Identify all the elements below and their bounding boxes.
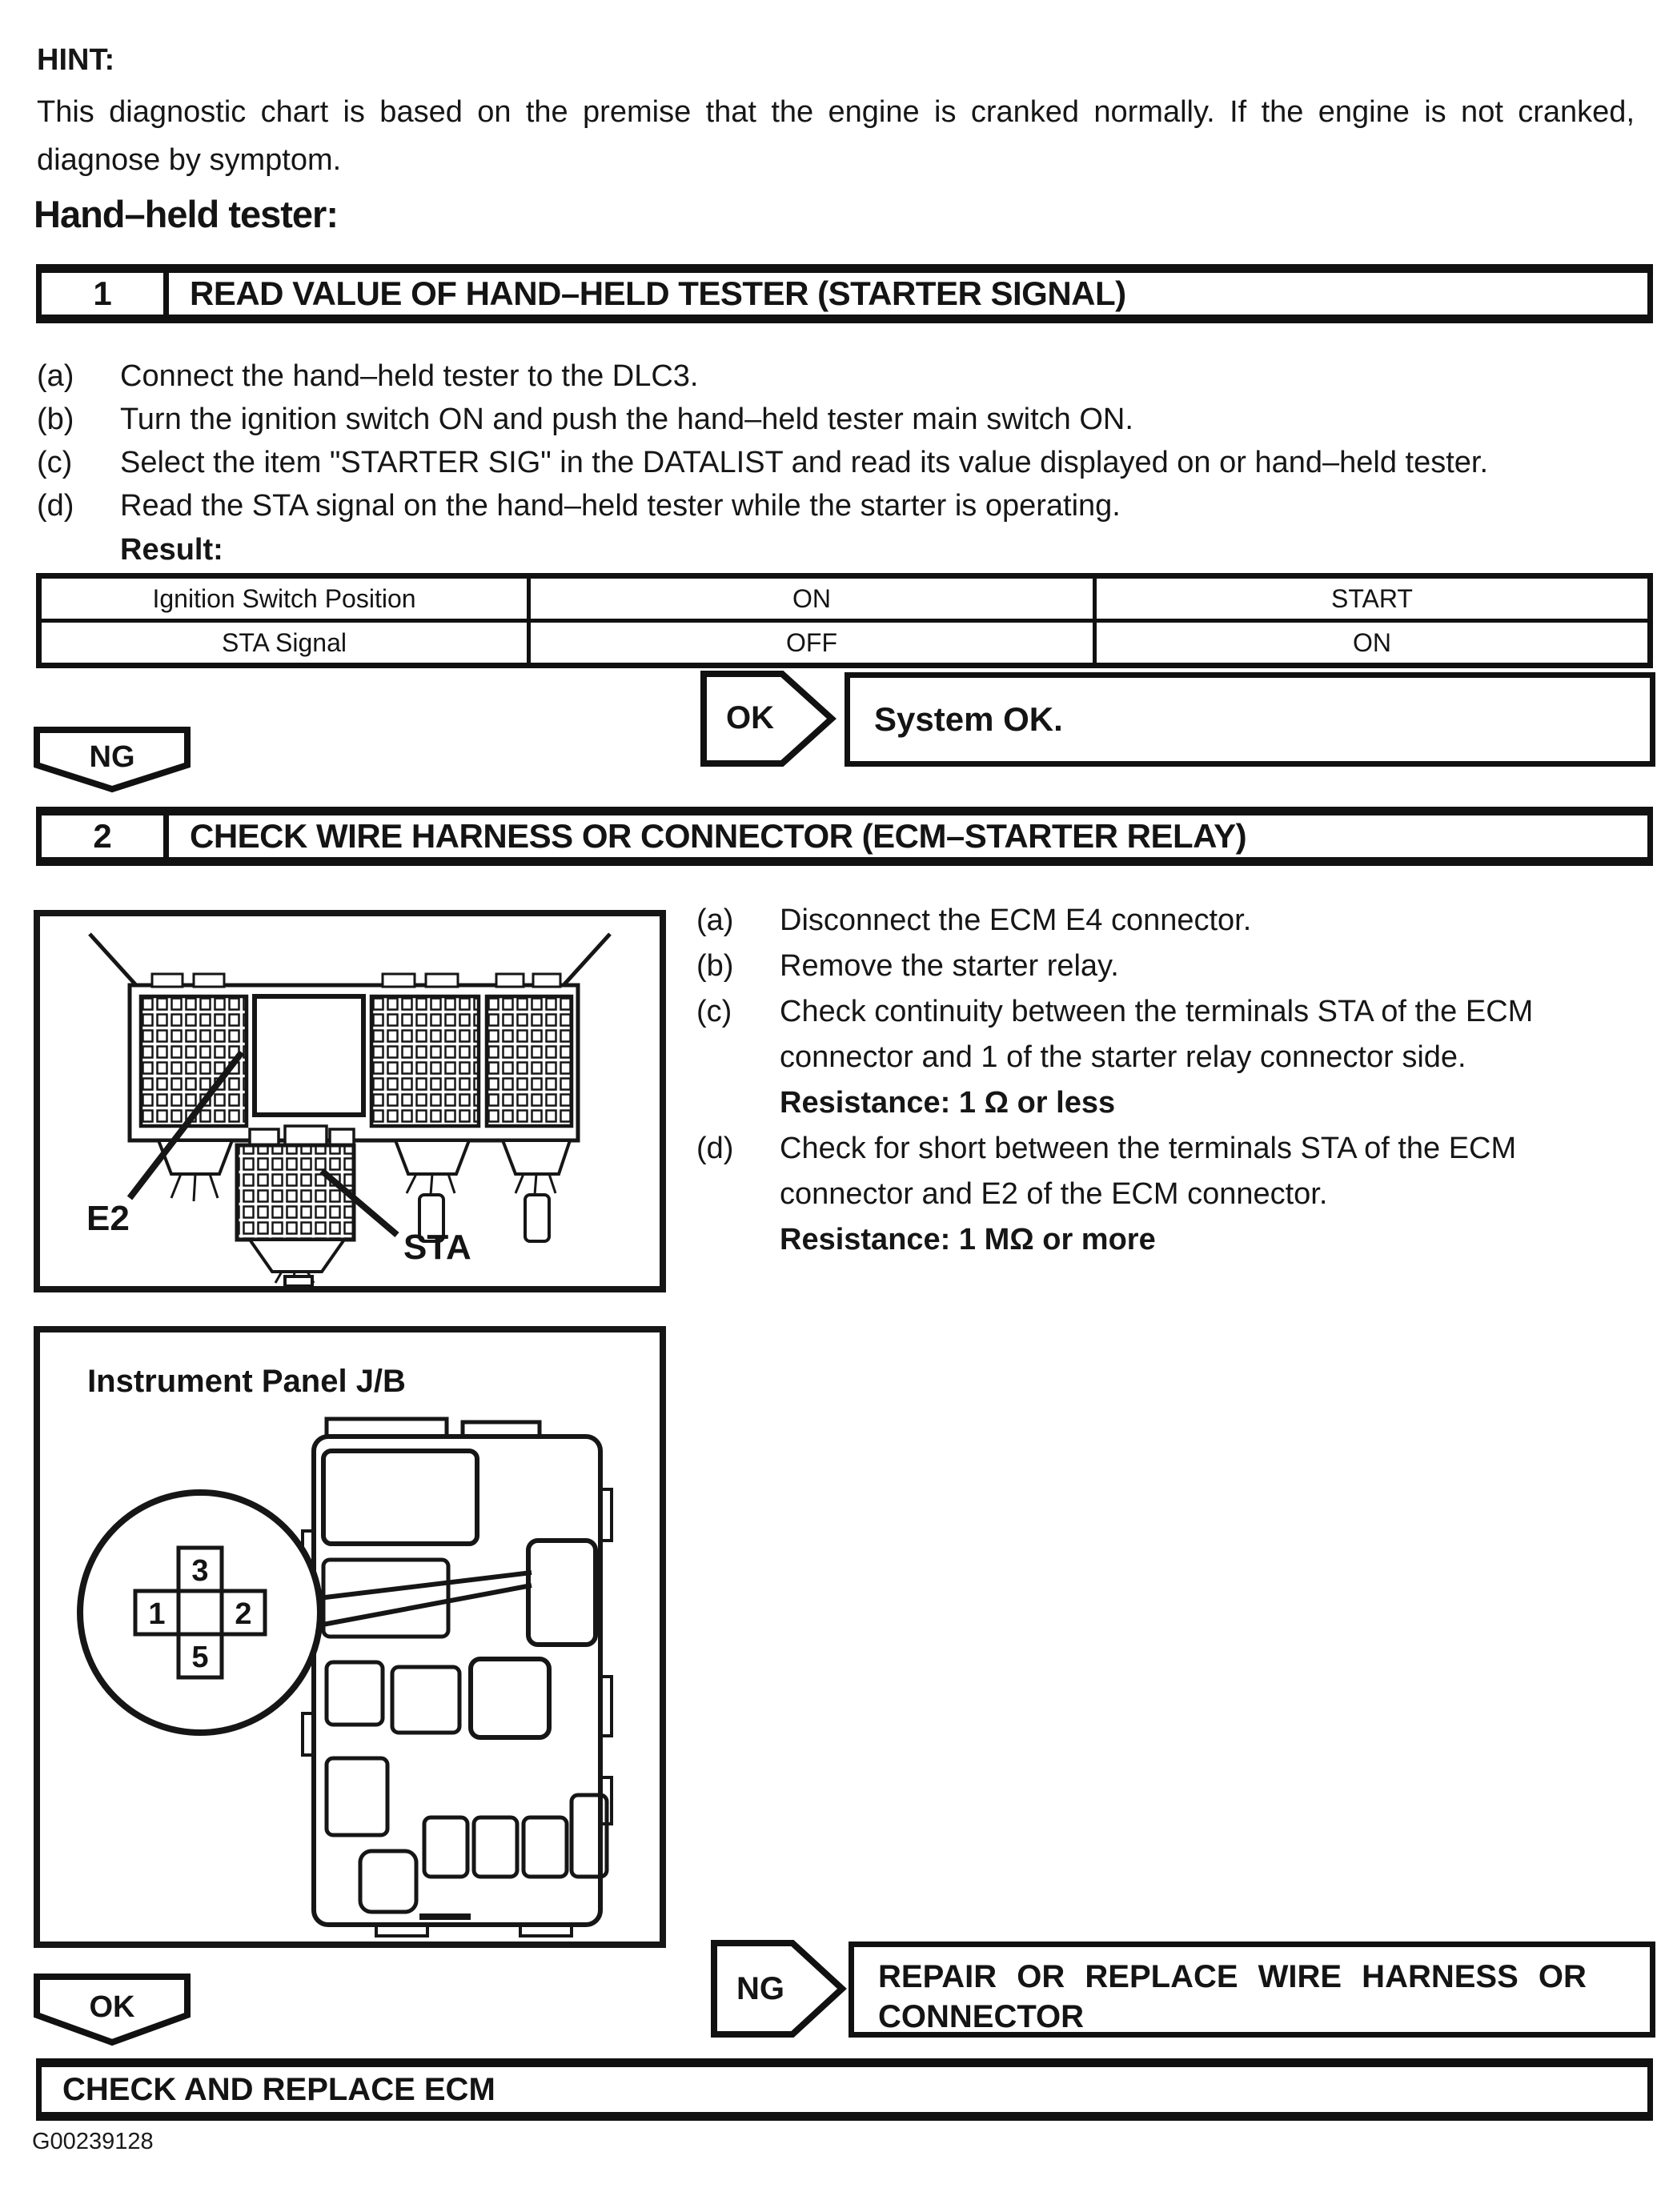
step1-number: 1 [42, 273, 169, 315]
ng-badge-label: NG [89, 740, 135, 774]
item-label: (a) [37, 359, 74, 393]
pin-3-label: 3 [191, 1554, 209, 1588]
figure2-title: Instrument Panel J/B [87, 1364, 406, 1399]
ok-arrow-icon [700, 671, 836, 767]
table-cell: STA Signal [39, 621, 529, 666]
item-label: (d) [696, 1132, 734, 1165]
ecm-connector-b [371, 974, 479, 1241]
system-ok-box [845, 672, 1655, 767]
ecm-connector-drawing [40, 916, 660, 1286]
ok-badge-icon [34, 1974, 191, 2049]
step2-items [696, 898, 1655, 1263]
step2-item-d [696, 1126, 1655, 1263]
final-action-bar [36, 2058, 1653, 2121]
table-cell: START [1095, 576, 1651, 621]
ecm-connector-e4 [237, 1126, 354, 1286]
step2-title: CHECK WIRE HARNESS OR CONNECTOR (ECM–STARTER RELAY) [190, 817, 1247, 855]
step1-item-c [37, 441, 1655, 484]
step2-number: 2 [42, 815, 169, 857]
step2-item-c [696, 989, 1655, 1126]
ecm-connector-c [487, 974, 572, 1241]
ecm-connector-figure [34, 910, 666, 1292]
step1-title: READ VALUE OF HAND–HELD TESTER (STARTER SIGNAL) [190, 274, 1126, 312]
table-row [39, 576, 1651, 621]
item-content [780, 989, 1655, 1126]
ng-badge-icon [34, 727, 191, 794]
final-action-text: CHECK AND REPLACE ECM [62, 2071, 495, 2107]
step1-item-a [37, 355, 1655, 398]
table-cell: ON [1095, 621, 1651, 666]
ng-arrow-icon [711, 1940, 847, 2038]
resistance-spec: Resistance: 1 Ω or less [780, 1086, 1116, 1120]
item-text: Select the item "STARTER SIG" in the DATALIST and read its value displayed on or hand–held tester. [120, 446, 1489, 479]
resistance-spec: Resistance: 1 MΩ or more [780, 1223, 1156, 1256]
item-label: (c) [37, 446, 73, 479]
step2-header [36, 807, 1653, 866]
e2-terminal-label: E2 [86, 1199, 130, 1238]
table-cell: OFF [529, 621, 1095, 666]
item-text: Remove the starter relay. [780, 949, 1119, 983]
item-label: (b) [696, 949, 734, 983]
table-cell: Ignition Switch Position [39, 576, 529, 621]
item-label: (a) [696, 904, 734, 937]
junction-block-figure [34, 1326, 666, 1948]
ng-arrow-label: NG [736, 1971, 784, 2006]
junction-block-drawing [40, 1332, 660, 1942]
item-label: (c) [696, 995, 732, 1028]
item-text: Turn the ignition switch ON and push the hand–held tester main switch ON. [120, 403, 1133, 436]
table-row [39, 621, 1651, 666]
item-text: Read the STA signal on the hand–held tester while the starter is operating. [120, 489, 1121, 523]
relay-pin-detail [80, 1493, 320, 1733]
step1-item-b [37, 398, 1655, 441]
hint-text: This diagnostic chart is based on the premise that the engine is cranked normally. If the engine is not cranked, diagnose by symptom. [37, 95, 1635, 177]
item-text: Check continuity between the terminals STA of the ECM connector and 1 of the starter relay connector side. [780, 995, 1534, 1074]
ok-badge-label: OK [89, 1990, 135, 2024]
item-text: Disconnect the ECM E4 connector. [780, 904, 1252, 937]
pin-1-label: 1 [148, 1597, 166, 1631]
junction-block-body [303, 1419, 612, 1936]
section-heading: Hand–held tester: [34, 193, 338, 235]
repair-text-line1: REPAIR OR REPLACE WIRE HARNESS OR [878, 1959, 1587, 1994]
sta-terminal-label: STA [403, 1228, 471, 1267]
ok-arrow-label: OK [726, 700, 774, 735]
figure-code: G00239128 [32, 2129, 154, 2154]
step1-item-d [37, 484, 1655, 527]
hint-label: HINT: [37, 43, 115, 77]
item-content [780, 1126, 1655, 1263]
repair-text-line2: CONNECTOR [878, 1999, 1085, 2034]
item-label: (b) [37, 403, 74, 436]
pin-2-label: 2 [235, 1597, 252, 1631]
item-text: Connect the hand–held tester to the DLC3. [120, 359, 699, 393]
step1-header [36, 264, 1653, 323]
pin-5-label: 5 [191, 1641, 209, 1674]
result-label: Result: [120, 533, 223, 567]
system-ok-text: System OK. [874, 700, 1063, 738]
step2-item-a [696, 898, 1655, 944]
result-table [36, 573, 1653, 668]
item-label: (d) [37, 489, 74, 523]
table-cell: ON [529, 576, 1095, 621]
repair-box [849, 1942, 1655, 2038]
item-text: Check for short between the terminals STA of the ECM connector and E2 of the ECM connector. [780, 1132, 1517, 1211]
step2-item-b [696, 944, 1655, 989]
